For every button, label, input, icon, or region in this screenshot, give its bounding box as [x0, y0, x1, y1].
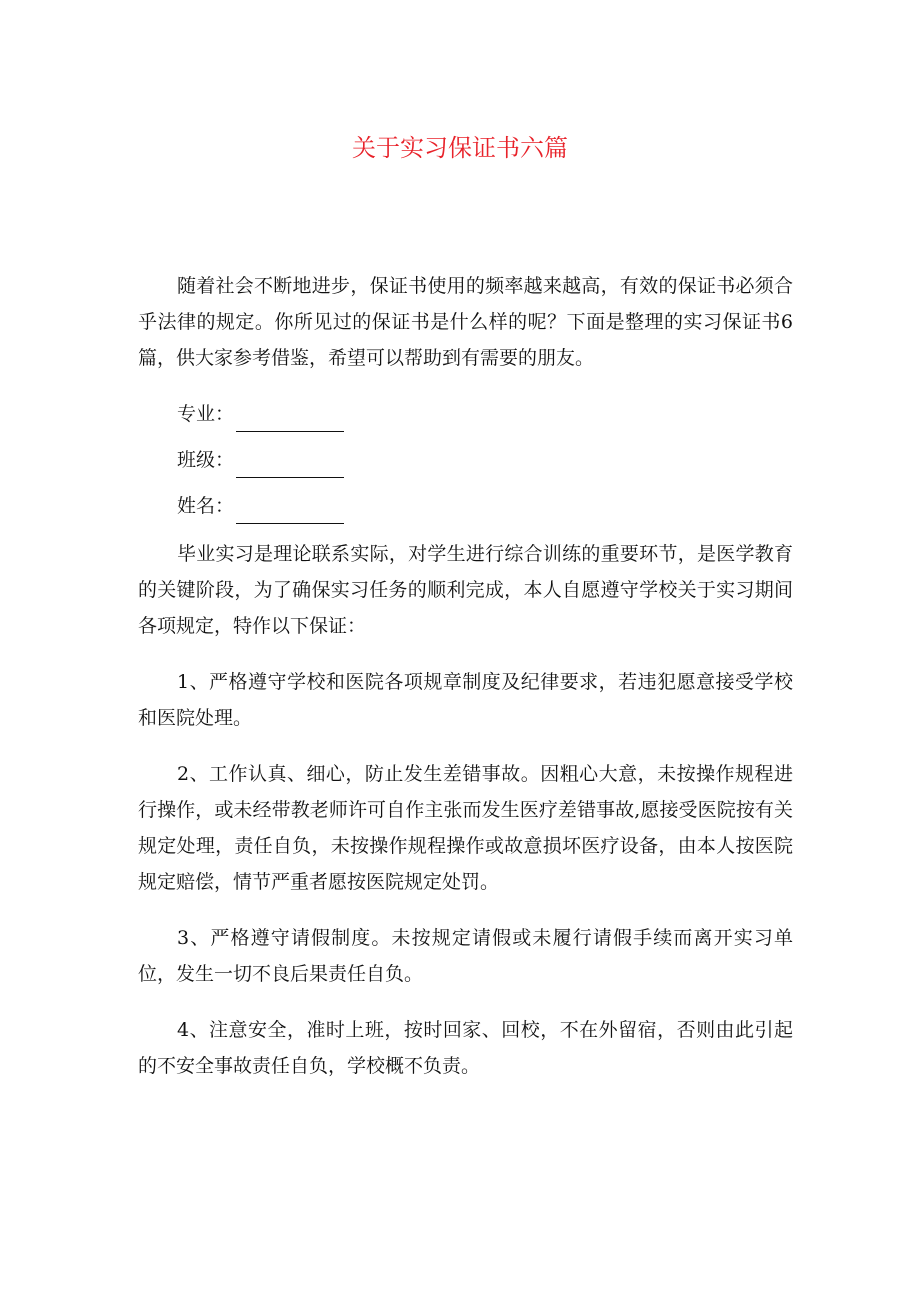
field-blank-line — [236, 407, 344, 432]
document-body — [138, 268, 793, 1084]
body-paragraph: 毕业实习是理论联系实际，对学生进行综合训练的重要环节，是医学教育的关键阶段，为了确保实习任务的顺利完成，本人自愿遵守学校关于实习期间各项规定，特作以下保证： — [138, 543, 793, 637]
field-major — [138, 396, 793, 432]
field-class — [138, 442, 793, 478]
field-label: 班级： — [177, 449, 235, 471]
field-label: 专业： — [177, 403, 235, 425]
body-paragraph: 1、严格遵守学校和医院各项规章制度及纪律要求，若违犯愿意接受学校和医院处理。 — [138, 671, 793, 729]
field-label: 姓名： — [177, 495, 235, 517]
field-blank-line — [236, 499, 344, 524]
field-blank-line — [236, 453, 344, 478]
document-title: 关于实习保证书六篇 — [352, 134, 568, 162]
body-paragraph: 2、工作认真、细心，防止发生差错事故。因粗心大意，未按操作规程进行操作，或未经带教老师许可自作主张而发生医疗差错事故,愿接受医院按有关规定处理，责任自负，未按操作规程操作或故意损坏医疗设备，由本人按医院规定赔偿，情节严重者愿按医院规定处罚。 — [138, 763, 793, 893]
body-paragraph: 3、严格遵守请假制度。未按规定请假或未履行请假手续而离开实习单位，发生一切不良后果责任自负。 — [138, 927, 793, 985]
intro-paragraph: 随着社会不断地进步，保证书使用的频率越来越高，有效的保证书必须合乎法律的规定。你所见过的保证书是什么样的呢？下面是整理的实习保证书6篇，供大家参考借鉴，希望可以帮助到有需要的朋友。 — [138, 275, 793, 369]
field-name — [138, 488, 793, 524]
body-paragraph: 4、注意安全，准时上班，按时回家、回校，不在外留宿，否则由此引起的不安全事故责任自负，学校概不负责。 — [138, 1019, 793, 1077]
